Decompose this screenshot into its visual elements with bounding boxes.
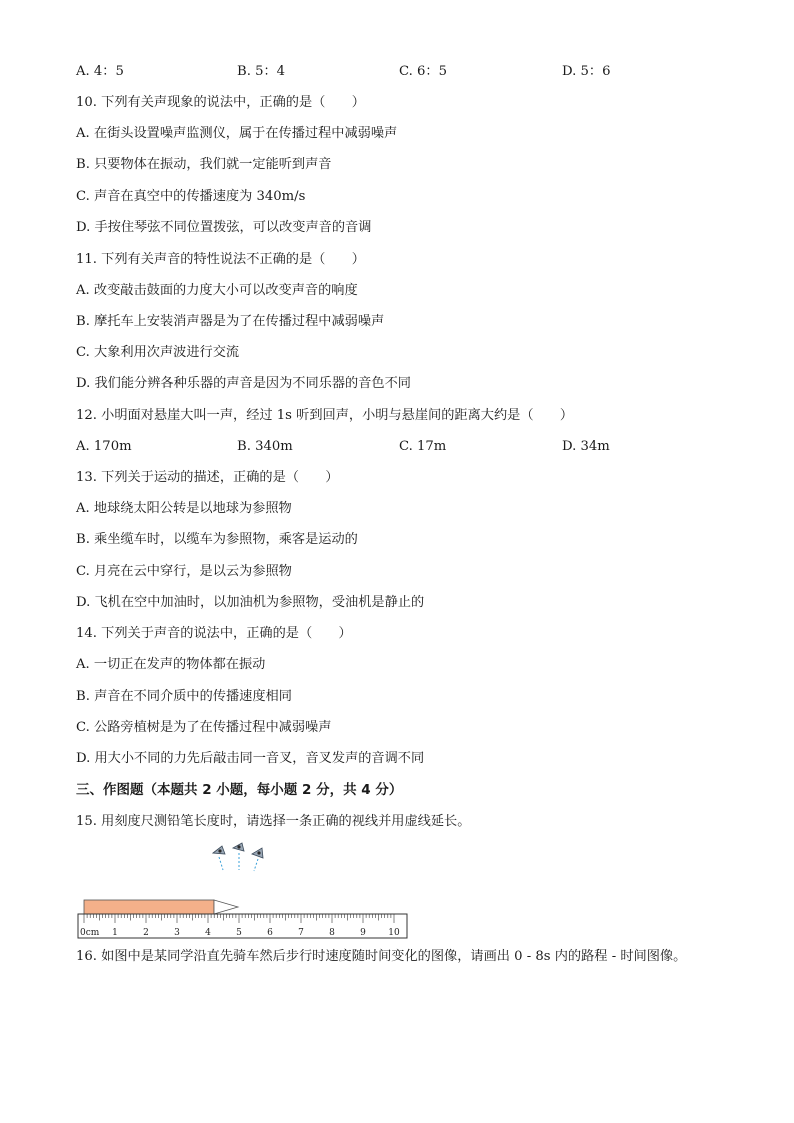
- ruler-tick-label: 4: [205, 928, 211, 938]
- q13-stem: 13. 下列关于运动的描述，正确的是（ ）: [76, 470, 339, 485]
- q11-stem: 11. 下列有关声音的特性说法不正确的是（ ）: [76, 252, 365, 267]
- q9-option-d: D. 5：6: [562, 64, 611, 79]
- q13-option-a: A. 地球绕太阳公转是以地球为参照物: [76, 501, 292, 516]
- ruler-tick-label: 1: [112, 928, 118, 938]
- q9-option-c: C. 6：5: [399, 64, 447, 79]
- q13-option-c: C. 月亮在云中穿行，是以云为参照物: [76, 564, 292, 579]
- q12-options: [76, 438, 636, 456]
- ruler-tick-label: 7: [298, 928, 304, 938]
- q15-stem: 15. 用刻度尺测铅笔长度时，请选择一条正确的视线并用虚线延长。: [76, 814, 471, 829]
- q14-option-c: C. 公路旁植树是为了在传播过程中减弱噪声: [76, 720, 332, 735]
- q13-option-d: D. 飞机在空中加油时，以加油机为参照物，受油机是静止的: [76, 595, 425, 610]
- q14-option-d: D. 用大小不同的力先后敲击同一音叉，音叉发声的音调不同: [76, 751, 425, 766]
- ruler-tick-label: 10: [388, 928, 400, 938]
- section-heading: 三、作图题（本题共 2 小题，每小题 2 分，共 4 分）: [76, 782, 403, 798]
- q9-option-a: A. 4：5: [76, 64, 124, 79]
- eye-icon: [233, 843, 244, 870]
- ruler-tick-label: 2: [143, 928, 149, 938]
- q14-option-a: A. 一切正在发声的物体都在振动: [76, 657, 266, 672]
- q9-options: [76, 63, 636, 81]
- q14-option-b: B. 声音在不同介质中的传播速度相同: [76, 689, 292, 704]
- ruler-tick-label: 5: [236, 928, 242, 938]
- q12-option-a: A. 170m: [76, 439, 132, 454]
- pencil: [84, 900, 238, 914]
- q12-stem: 12. 小明面对悬崖大叫一声，经过 1s 听到回声，小明与悬崖间的距离大约是（ ）: [76, 408, 574, 423]
- q10-option-c: C. 声音在真空中的传播速度为 340m/s: [76, 189, 306, 204]
- q11-option-d: D. 我们能分辨各种乐器的声音是因为不同乐器的音色不同: [76, 376, 411, 391]
- ruler-tick-label: 8: [329, 928, 335, 938]
- ruler-figure-svg: [76, 838, 416, 943]
- ruler-tick-label: 9: [360, 928, 366, 938]
- q10-option-a: A. 在街头设置噪声监测仪，属于在传播过程中减弱噪声: [76, 126, 398, 141]
- q10-option-d: D. 手按住琴弦不同位置拨弦，可以改变声音的音调: [76, 220, 372, 235]
- q16-stem: 16. 如图中是某同学沿直先骑车然后步行时速度随时间变化的图像，请画出 0 - 8s 内的路程 - 时间图像。: [76, 949, 687, 964]
- q12-option-c: C. 17m: [399, 439, 447, 454]
- eye-icon: [213, 846, 225, 870]
- q10-stem: 10. 下列有关声现象的说法中，正确的是（ ）: [76, 95, 365, 110]
- ruler-zero-label: 0cm: [80, 928, 100, 938]
- q13-option-b: B. 乘坐缆车时，以缆车为参照物，乘客是运动的: [76, 532, 358, 547]
- q10-option-b: B. 只要物体在振动，我们就一定能听到声音: [76, 157, 332, 172]
- q11-option-a: A. 改变敲击鼓面的力度大小可以改变声音的响度: [76, 283, 358, 298]
- ruler-figure: [76, 838, 416, 943]
- q14-stem: 14. 下列关于声音的说法中，正确的是（ ）: [76, 626, 352, 641]
- ruler-tick-label: 6: [267, 928, 273, 938]
- ruler-tick-label: 3: [174, 928, 180, 938]
- q9-option-b: B. 5：4: [237, 64, 286, 79]
- q11-option-b: B. 摩托车上安装消声器是为了在传播过程中减弱噪声: [76, 314, 385, 329]
- q12-option-d: D. 34m: [562, 439, 610, 454]
- eye-icon: [252, 848, 263, 871]
- q11-option-c: C. 大象利用次声波进行交流: [76, 345, 240, 360]
- q12-option-b: B. 340m: [237, 439, 293, 454]
